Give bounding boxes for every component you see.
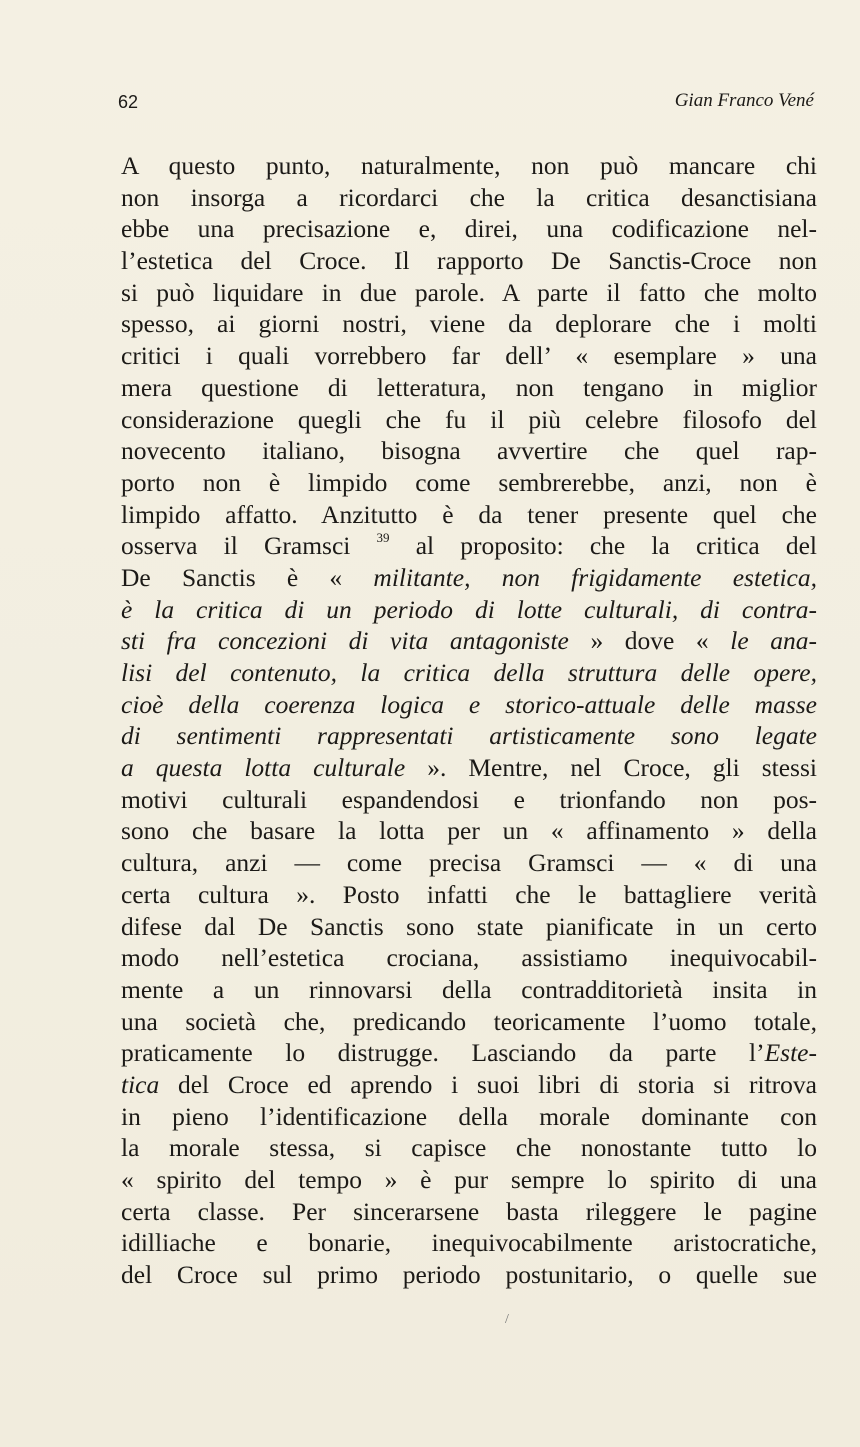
text-segment: in pieno l’identificazione della morale dominante con	[121, 1101, 817, 1131]
text-line	[121, 277, 817, 309]
text-line	[121, 308, 817, 340]
text-line	[121, 594, 817, 626]
text-line	[121, 974, 817, 1006]
text-line	[121, 784, 817, 816]
text-segment: sono che basare la lotta per un « affinamento » della	[121, 816, 817, 846]
italic-text: di sentimenti rappresentati artisticamente sono legate	[121, 721, 817, 751]
text-line	[121, 1069, 817, 1101]
text-segment: certa cultura ». Posto infatti che le battagliere verità	[121, 879, 817, 909]
text-segment: ebbe una precisazione e, direi, una codificazione nel-	[121, 214, 817, 244]
text-line	[121, 720, 817, 752]
italic-text: sti fra concezioni di vita antagoniste	[121, 626, 569, 656]
text-segment: » dove «	[568, 626, 731, 656]
text-line	[121, 182, 817, 214]
text-line	[121, 467, 817, 499]
text-segment: considerazione quegli che fu il più celebre filosofo del	[121, 404, 817, 434]
text-line	[121, 942, 817, 974]
text-line	[121, 562, 817, 594]
text-line	[121, 625, 817, 657]
text-line	[121, 245, 817, 277]
text-line	[121, 847, 817, 879]
text-line	[121, 404, 817, 436]
text-line	[121, 689, 817, 721]
body-text	[121, 150, 817, 1291]
text-line	[121, 1164, 817, 1196]
footnote-ref: 39	[376, 530, 390, 546]
text-segment: De Sanctis è «	[121, 562, 374, 592]
text-line	[121, 213, 817, 245]
text-line	[121, 1259, 817, 1291]
text-segment: si può liquidare in due parole. A parte il fatto che molto	[121, 277, 817, 307]
text-line	[121, 1037, 817, 1069]
text-segment: limpido affatto. Anzitutto è da tener presente quel che	[121, 499, 817, 529]
stray-mark: /	[505, 1312, 509, 1327]
page-number: 62	[118, 92, 139, 112]
text-line	[121, 340, 817, 372]
running-head-author: Gian Franco Vené	[674, 90, 814, 111]
italic-text: lisi del contenuto, la critica della struttura delle opere,	[121, 658, 817, 687]
text-segment: cultura, anzi — come precisa Gramsci — « di una	[121, 848, 817, 878]
italic-text: è la critica di un periodo di lotte culturali, di contra-	[121, 594, 817, 624]
text-line	[121, 879, 817, 911]
text-segment: mente a un rinnovarsi della contradditorietà insita in	[121, 974, 817, 1004]
italic-text: militante, non frigidamente estetica,	[373, 562, 817, 592]
text-segment: ». Mentre, nel Croce, gli stessi	[405, 753, 817, 783]
text-segment: praticamente lo distrugge. Lasciando da parte l’	[121, 1038, 765, 1068]
italic-text: cioè della coerenza logica e storico-attuale delle masse	[121, 689, 817, 719]
text-line	[121, 150, 817, 182]
text-segment: A questo punto, naturalmente, non può mancare chi	[121, 151, 817, 180]
italic-text: le ana-	[730, 626, 817, 656]
text-line	[121, 372, 817, 404]
text-segment: del Croce ed aprendo i suoi libri di storia si ritrova	[159, 1069, 817, 1099]
text-segment: modo nell’estetica crociana, assistiamo inequivocabil-	[121, 943, 817, 973]
text-line	[121, 1196, 817, 1228]
text-segment: novecento italiano, bisogna avvertire che quel rap-	[121, 436, 817, 466]
text-line	[121, 435, 817, 467]
italic-text: tica	[121, 1069, 160, 1099]
text-segment: non insorga a ricordarci che la critica desanctisiana	[121, 182, 817, 212]
text-segment: mera questione di letteratura, non tengano in miglior	[121, 372, 817, 402]
text-line	[121, 530, 817, 562]
italic-text: Este-	[764, 1038, 817, 1068]
text-segment: difese dal De Sanctis sono state pianificate in un certo	[121, 911, 817, 941]
text-line	[121, 815, 817, 847]
text-segment: critici i quali vorrebbero far dell’ « esemplare » una	[121, 341, 817, 371]
text-segment: una società che, predicando teoricamente l’uomo totale,	[121, 1006, 817, 1036]
text-segment: spesso, ai giorni nostri, viene da deplorare che i molti	[121, 309, 817, 339]
italic-text: a questa lotta culturale	[121, 753, 406, 783]
text-line	[121, 1227, 817, 1259]
text-line	[121, 1101, 817, 1133]
text-segment: idilliache e bonarie, inequivocabilmente aristocratiche,	[121, 1228, 817, 1258]
text-segment: del Croce sul primo periodo postunitario, o quelle sue	[121, 1260, 817, 1290]
text-line	[121, 1132, 817, 1164]
text-line	[121, 1006, 817, 1038]
text-segment: al proposito: che la critica del	[389, 531, 817, 561]
text-line	[121, 657, 817, 689]
text-segment: motivi culturali espandendosi e trionfando non pos-	[121, 784, 817, 814]
text-segment: porto non è limpido come sembrerebbe, anzi, non è	[121, 467, 817, 497]
text-segment: certa classe. Per sincerarsene basta rileggere le pagine	[121, 1196, 817, 1226]
text-line	[121, 911, 817, 943]
text-segment: « spirito del tempo » è pur sempre lo spirito di una	[121, 1165, 817, 1194]
text-segment: la morale stessa, si capisce che nonostante tutto lo	[121, 1133, 817, 1163]
text-segment: osserva il Gramsci	[121, 531, 377, 561]
text-line	[121, 752, 817, 784]
text-line	[121, 499, 817, 531]
text-segment: l’estetica del Croce. Il rapporto De Sanctis-Croce non	[121, 246, 817, 276]
